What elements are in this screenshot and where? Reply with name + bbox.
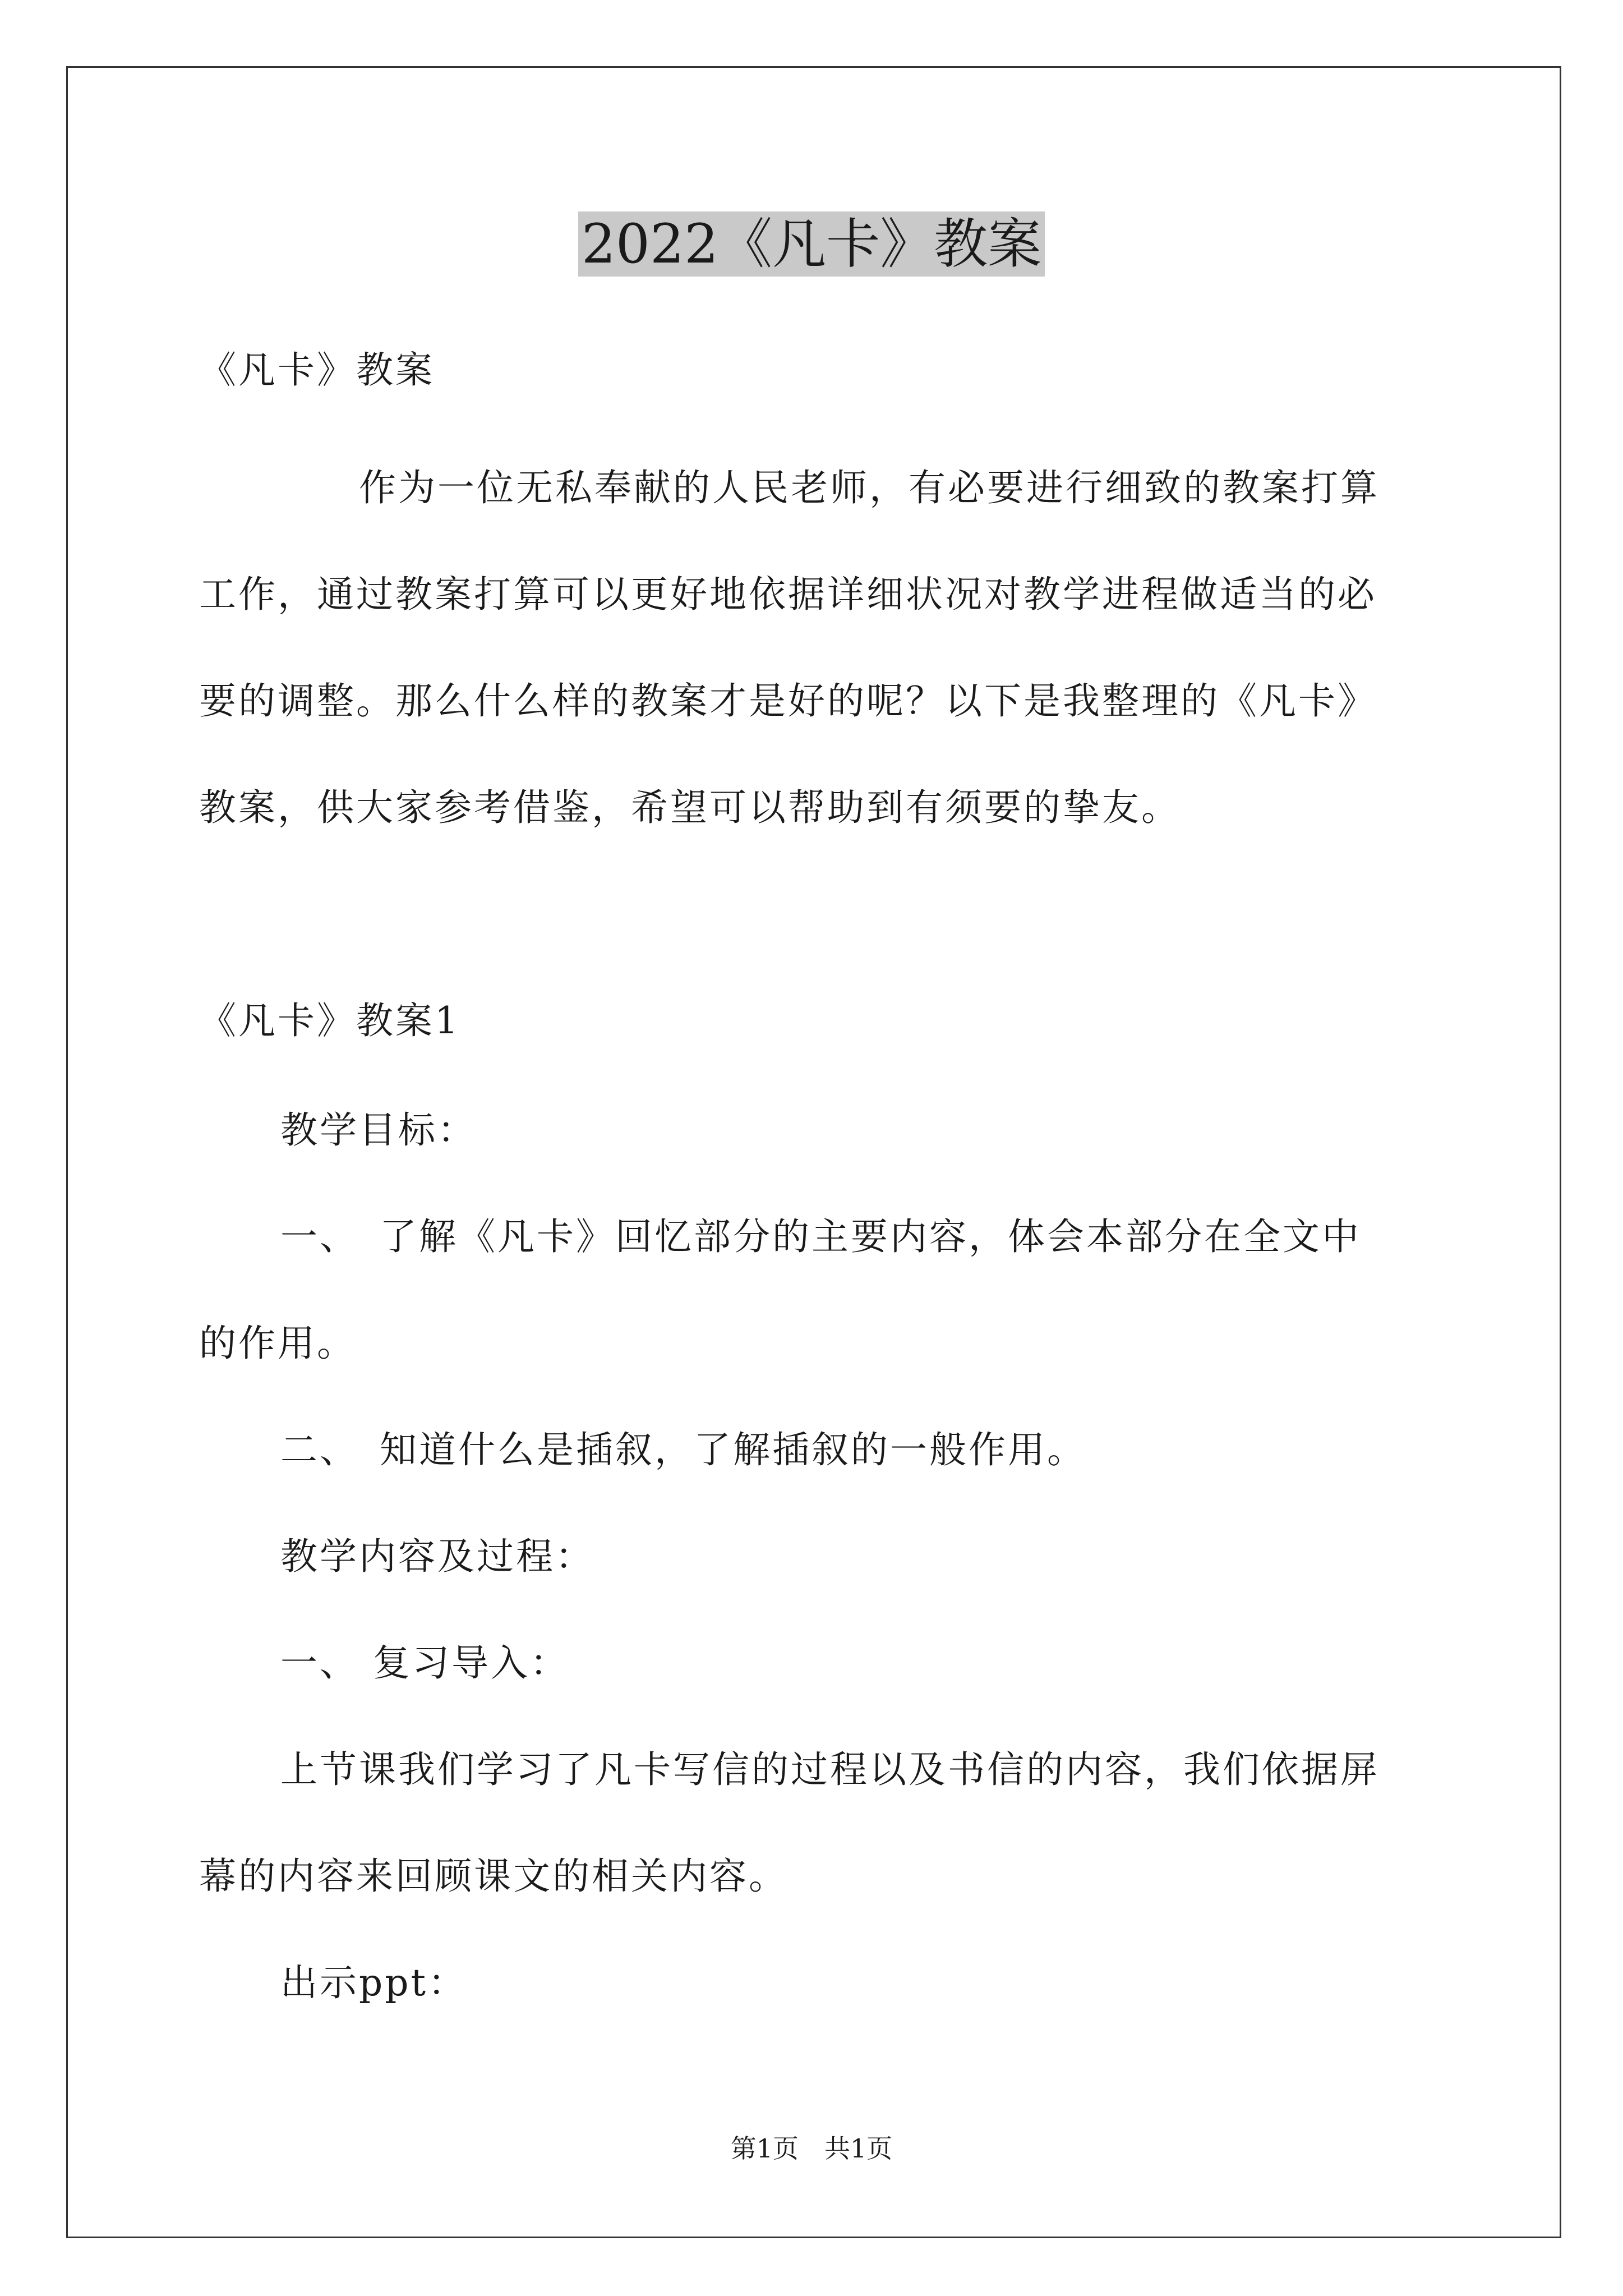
paragraph-line: 出示ppt：: [280, 1961, 468, 2004]
document-title: 2022《凡卡》教案: [0, 208, 1623, 280]
paragraph-line: 一、 了解《凡卡》回忆部分的主要内容，体会本部分在全文中: [280, 1215, 1361, 1258]
paragraph-line: 的作用。: [199, 1322, 356, 1365]
paragraph-line: 要的调整。那么什么样的教案才是好的呢？以下是我整理的《凡卡》: [199, 679, 1377, 723]
paragraph-line: 一、 复习导入：: [280, 1641, 569, 1685]
paragraph-line: 教学内容及过程：: [280, 1535, 594, 1578]
section-heading: 《凡卡》教案1: [199, 999, 460, 1042]
paragraph-line: 教案，供大家参考借鉴，希望可以帮助到有须要的挚友。: [199, 786, 1181, 829]
paragraph-line: 工作，通过教案打算可以更好地依据详细状况对教学进程做适当的必: [199, 573, 1377, 616]
paragraph-line: 二、 知道什么是插叙，了解插叙的一般作用。: [280, 1428, 1086, 1471]
paragraph-line: 幕的内容来回顾课文的相关内容。: [199, 1855, 788, 1898]
page-footer: 第1页 共1页: [730, 2133, 893, 2164]
paragraph-line: 上节课我们学习了凡卡写信的过程以及书信的内容，我们依据屏: [280, 1748, 1380, 1791]
paragraph-line: 作为一位无私奉献的人民老师，有必要进行细致的教案打算: [359, 466, 1380, 509]
paragraph-line: 教学目标：: [280, 1108, 477, 1152]
section-heading: 《凡卡》教案: [199, 348, 435, 392]
